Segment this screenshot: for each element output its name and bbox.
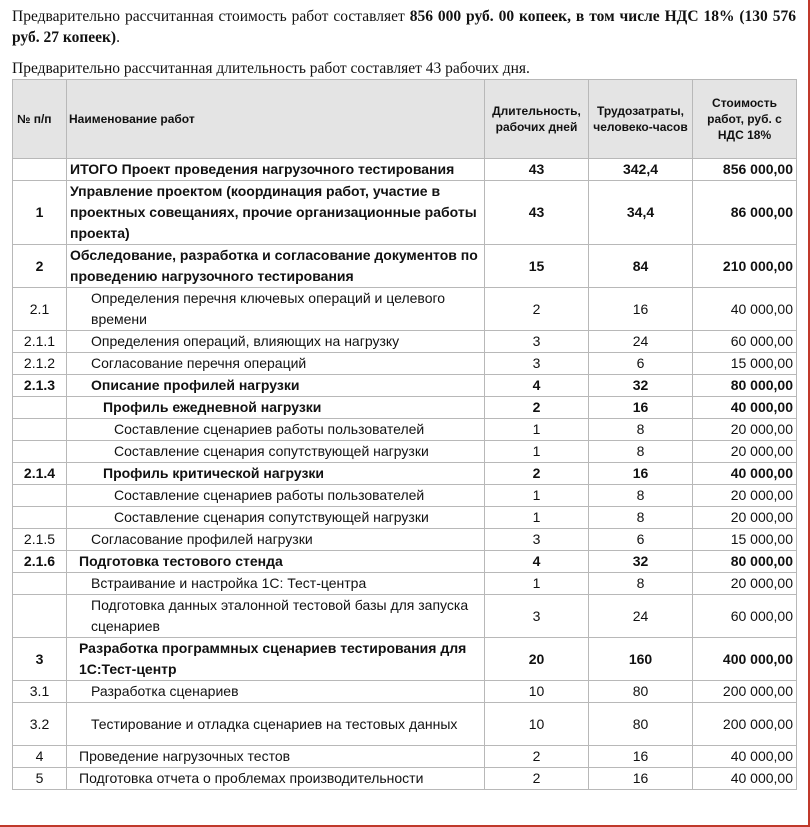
row-cost: 40 000,00 (693, 768, 797, 790)
row-num: 2.1 (13, 288, 67, 331)
row-cost: 60 000,00 (693, 331, 797, 353)
row-cost: 40 000,00 (693, 397, 797, 419)
row-name: Составление сценария сопутствующей нагрузки (67, 441, 485, 463)
row-duration: 2 (485, 768, 589, 790)
row-duration: 1 (485, 573, 589, 595)
header-name: Наименование работ (67, 80, 485, 159)
row-duration: 15 (485, 245, 589, 288)
row-name: Подготовка отчета о проблемах производительности (67, 768, 485, 790)
table-row (13, 681, 797, 703)
row-labor: 342,4 (589, 159, 693, 181)
row-labor: 24 (589, 595, 693, 638)
row-cost: 20 000,00 (693, 573, 797, 595)
row-name: Тестирование и отладка сценариев на тестовых данных (67, 703, 485, 746)
row-name: Обследование, разработка и согласование документов по проведению нагрузочного тестирования (67, 245, 485, 288)
row-cost: 210 000,00 (693, 245, 797, 288)
row-duration: 43 (485, 181, 589, 245)
row-cost: 15 000,00 (693, 353, 797, 375)
row-name: Разработка сценариев (67, 681, 485, 703)
row-num: 2.1.4 (13, 463, 67, 485)
table-row (13, 573, 797, 595)
row-labor: 6 (589, 353, 693, 375)
row-name: Управление проектом (координация работ, участие в проектных совещаниях, прочие организационные работы проекта) (67, 181, 485, 245)
row-cost: 80 000,00 (693, 375, 797, 397)
row-cost: 856 000,00 (693, 159, 797, 181)
row-name: Составление сценария сопутствующей нагрузки (67, 507, 485, 529)
cost-paragraph (12, 6, 796, 48)
row-name: Подготовка данных эталонной тестовой базы для запуска сценариев (67, 595, 485, 638)
row-name: Встраивание и настройка 1С: Тест-центра (67, 573, 485, 595)
row-num (13, 507, 67, 529)
row-duration: 2 (485, 463, 589, 485)
duration-paragraph: Предварительно рассчитанная длительность работ составляет 43 рабочих дня. (12, 60, 530, 77)
row-duration: 1 (485, 507, 589, 529)
table-row (13, 375, 797, 397)
row-name: Составление сценариев работы пользователей (67, 419, 485, 441)
row-cost: 20 000,00 (693, 441, 797, 463)
row-num: 2 (13, 245, 67, 288)
row-cost: 200 000,00 (693, 703, 797, 746)
row-duration: 4 (485, 375, 589, 397)
row-name: ИТОГО Проект проведения нагрузочного тестирования (67, 159, 485, 181)
row-duration: 1 (485, 441, 589, 463)
row-duration: 2 (485, 746, 589, 768)
row-duration: 2 (485, 288, 589, 331)
table-row (13, 551, 797, 573)
row-cost: 40 000,00 (693, 463, 797, 485)
row-name: Согласование перечня операций (67, 353, 485, 375)
row-duration: 10 (485, 703, 589, 746)
row-cost: 20 000,00 (693, 485, 797, 507)
row-duration: 4 (485, 551, 589, 573)
row-cost: 80 000,00 (693, 551, 797, 573)
row-num (13, 397, 67, 419)
row-cost: 60 000,00 (693, 595, 797, 638)
row-name: Профиль критической нагрузки (67, 463, 485, 485)
row-labor: 8 (589, 507, 693, 529)
row-labor: 16 (589, 288, 693, 331)
row-num (13, 595, 67, 638)
row-name: Составление сценариев работы пользователей (67, 485, 485, 507)
table-row (13, 288, 797, 331)
row-labor: 16 (589, 746, 693, 768)
row-num: 3.1 (13, 681, 67, 703)
table-row (13, 397, 797, 419)
row-name: Описание профилей нагрузки (67, 375, 485, 397)
row-duration: 1 (485, 419, 589, 441)
row-labor: 24 (589, 331, 693, 353)
row-labor: 32 (589, 375, 693, 397)
row-labor: 80 (589, 703, 693, 746)
table-row (13, 638, 797, 681)
row-labor: 6 (589, 529, 693, 551)
row-name: Согласование профилей нагрузки (67, 529, 485, 551)
table-row (13, 485, 797, 507)
row-labor: 16 (589, 463, 693, 485)
row-duration: 1 (485, 485, 589, 507)
table-row (13, 703, 797, 746)
row-name: Определения перечня ключевых операций и целевого времени (67, 288, 485, 331)
row-num: 2.1.2 (13, 353, 67, 375)
row-name: Определения операций, влияющих на нагрузку (67, 331, 485, 353)
table-row (13, 331, 797, 353)
table-row (13, 529, 797, 551)
row-labor: 16 (589, 768, 693, 790)
table-row (13, 181, 797, 245)
row-cost: 86 000,00 (693, 181, 797, 245)
row-duration: 3 (485, 353, 589, 375)
row-num (13, 441, 67, 463)
row-labor: 32 (589, 551, 693, 573)
table-row (13, 463, 797, 485)
row-labor: 8 (589, 441, 693, 463)
row-duration: 3 (485, 331, 589, 353)
row-num: 5 (13, 768, 67, 790)
row-num: 1 (13, 181, 67, 245)
row-labor: 8 (589, 485, 693, 507)
row-num (13, 485, 67, 507)
row-cost: 15 000,00 (693, 529, 797, 551)
row-name: Подготовка тестового стенда (67, 551, 485, 573)
table-row (13, 768, 797, 790)
row-labor: 34,4 (589, 181, 693, 245)
row-cost: 40 000,00 (693, 746, 797, 768)
row-duration: 20 (485, 638, 589, 681)
table-row (13, 245, 797, 288)
row-duration: 3 (485, 595, 589, 638)
row-cost: 20 000,00 (693, 507, 797, 529)
row-cost: 20 000,00 (693, 419, 797, 441)
row-labor: 8 (589, 573, 693, 595)
row-cost: 200 000,00 (693, 681, 797, 703)
header-cost: Стоимость работ, руб. с НДС 18% (693, 80, 797, 159)
row-num: 2.1.5 (13, 529, 67, 551)
row-num: 2.1.6 (13, 551, 67, 573)
table-row (13, 746, 797, 768)
row-labor: 16 (589, 397, 693, 419)
row-num (13, 159, 67, 181)
row-labor: 8 (589, 419, 693, 441)
cost-text-end: . (116, 29, 120, 46)
row-num (13, 419, 67, 441)
header-num: № п/п (13, 80, 67, 159)
row-labor: 80 (589, 681, 693, 703)
row-name: Профиль ежедневной нагрузки (67, 397, 485, 419)
table-row (13, 159, 797, 181)
work-cost-table (12, 79, 797, 790)
row-num (13, 573, 67, 595)
table-row (13, 441, 797, 463)
header-duration: Длительность, рабочих дней (485, 80, 589, 159)
row-num: 4 (13, 746, 67, 768)
row-name: Разработка программных сценариев тестирования для 1С:Тест-центр (67, 638, 485, 681)
row-num: 3.2 (13, 703, 67, 746)
row-cost: 40 000,00 (693, 288, 797, 331)
cost-text: Предварительно рассчитанная стоимость работ составляет (12, 8, 410, 25)
row-duration: 2 (485, 397, 589, 419)
row-name: Проведение нагрузочных тестов (67, 746, 485, 768)
table-row (13, 353, 797, 375)
row-duration: 43 (485, 159, 589, 181)
cost-amount: 856 000 руб. 00 копеек, в том числе НДС 18% (130 576 руб. 27 копеек) (12, 8, 796, 46)
table-row (13, 595, 797, 638)
row-duration: 3 (485, 529, 589, 551)
row-num: 2.1.3 (13, 375, 67, 397)
table-row (13, 507, 797, 529)
row-cost: 400 000,00 (693, 638, 797, 681)
row-labor: 84 (589, 245, 693, 288)
table-row (13, 419, 797, 441)
row-num: 2.1.1 (13, 331, 67, 353)
table-header-row (13, 80, 797, 159)
row-duration: 10 (485, 681, 589, 703)
row-num: 3 (13, 638, 67, 681)
row-labor: 160 (589, 638, 693, 681)
header-labor: Трудозатраты, человеко-часов (589, 80, 693, 159)
